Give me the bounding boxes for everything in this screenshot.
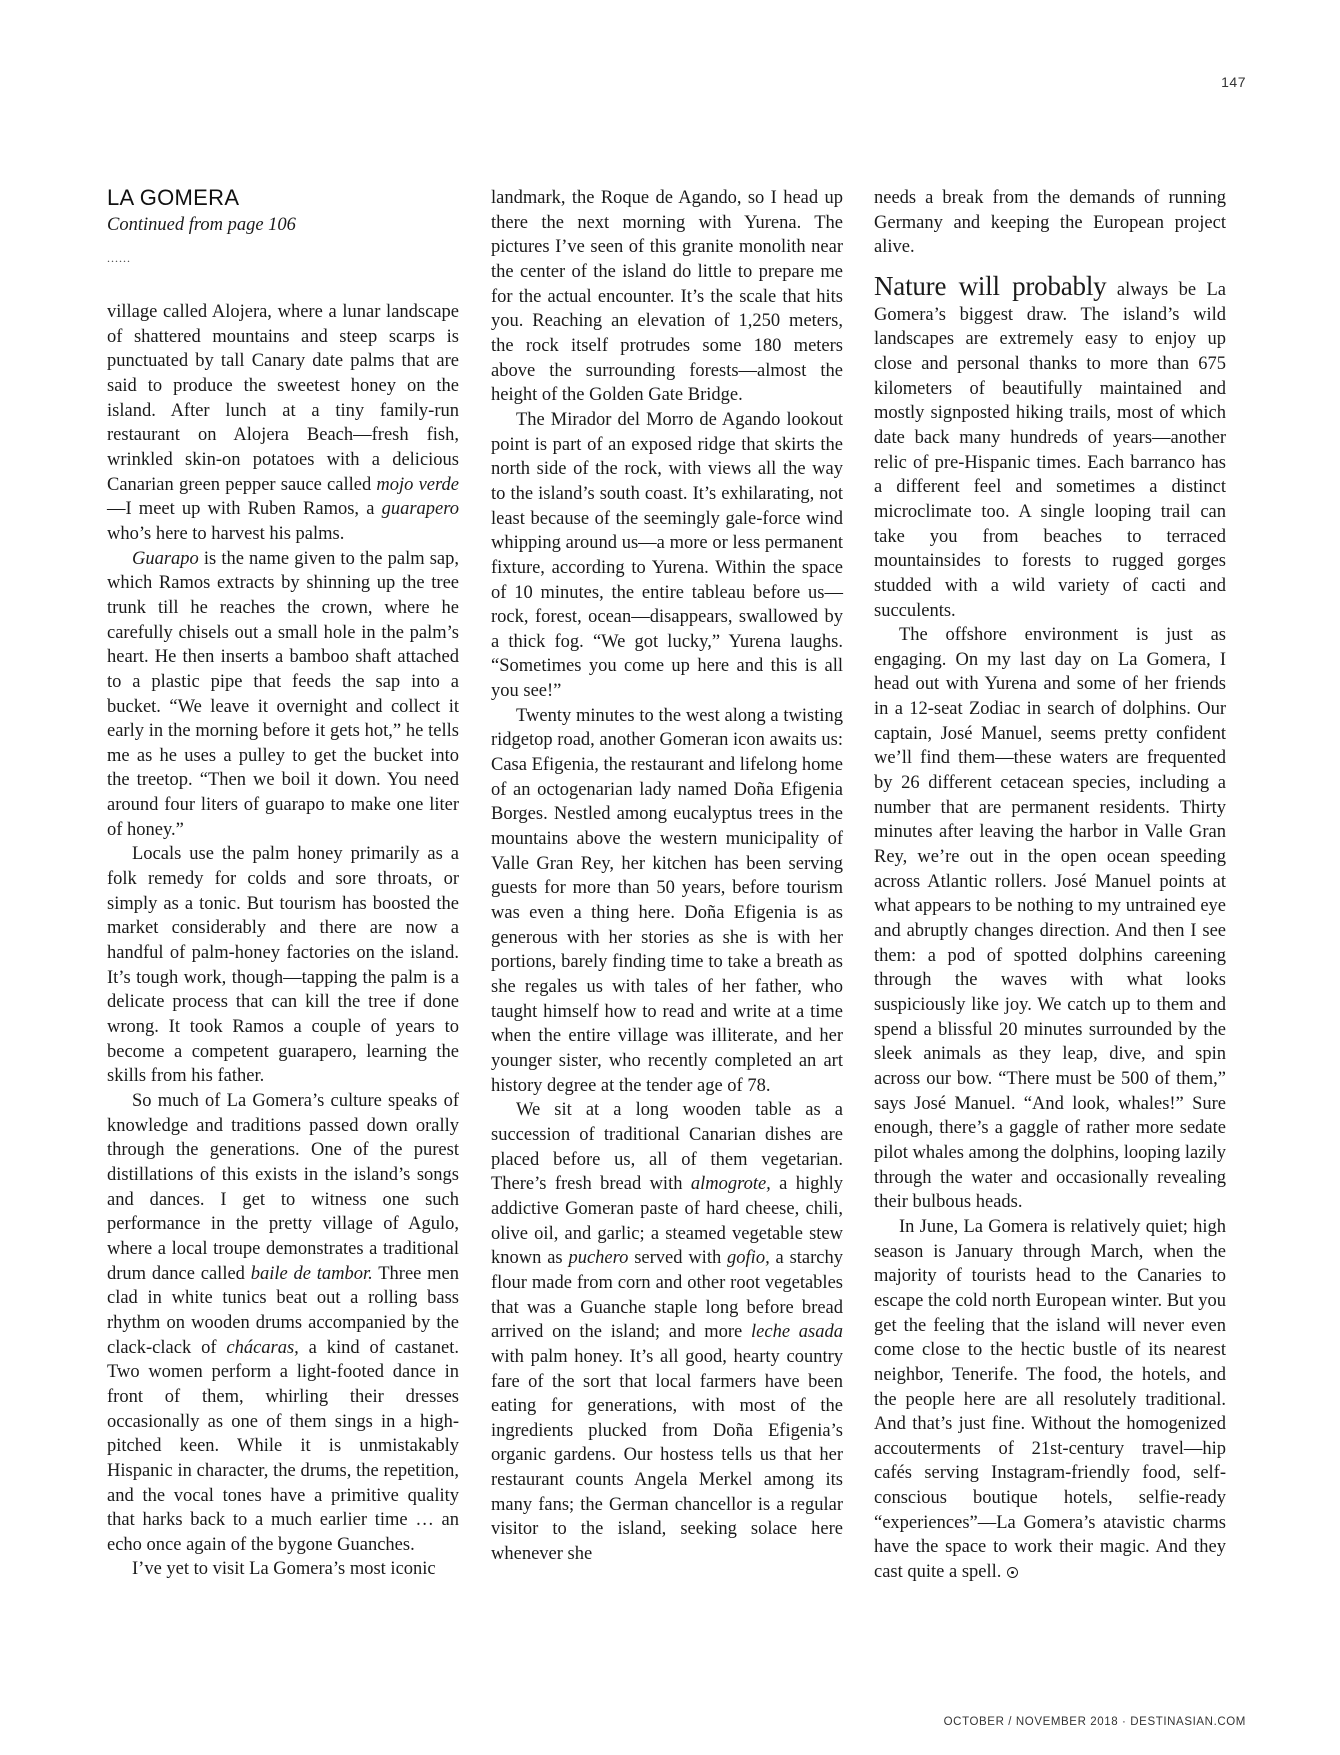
continued-from-note: Continued from page 106 <box>107 215 296 235</box>
paragraph: So much of La Gomera’s culture speaks of knowledge and traditions passed down orally through the generations. One of the purest distillations of this exists in the island’s songs and dances. I get to witness one such performance in the pretty village of Agulo, where a local troupe demonstrates a traditional drum dance called baile de tambor. Three men clad in white tunics beat out a rolling bass rhythm on wooden drums accompanied by the clack-clack of chácaras, a kind of castanet. Two women perform a light-footed dance in front of them, whirling their dresses occasionally as one of them sings in a high-pitched keen. While it is unmistakably Hispanic in character, the drums, the repetition, and the vocal tones have a primitive quality that harks back to a much earlier time … an echo once again of the bygone Guanches. <box>107 1091 460 1555</box>
page-number: 147 <box>1221 74 1246 90</box>
article-column-2 <box>491 186 843 1567</box>
paragraph: needs a break from the demands of running Germany and keeping the European project alive. <box>874 188 1226 258</box>
paragraph: Twenty minutes to the west along a twisting ridgetop road, another Gomeran icon awaits us: Casa Efigenia, the restaurant and lifelong home of an octogenarian lady named Doña Efigenia Borges. Nestled among eucalyptus trees in the mountains above the western municipality of Valle Gran Rey, her kitchen has been serving guests for more than 50 years, before tourism was even a thing here. Doña Efigenia is as generous with her stories as she is with her portions, barely finding time to take a breath as she regales us with tales of her father, who taught himself how to read and write at a time when the entire village was illiterate, and her younger sister, who recently completed an art history degree at the tender age of 78. <box>491 705 843 1096</box>
paragraph: The Mirador del Morro de Agando lookout point is part of an exposed ridge that skirts the north side of the rock, with views all the way to the island’s south coast. It’s exhilarating, not least because of the seemingly gale-force wind whipping around us—a more or less permanent fixture, according to Yurena. Within the space of 10 minutes, the entire tableau before us—rock, forest, ocean—disappears, swallowed by a thick fog. “We got lucky,” Yurena laughs. “Sometimes you come up here and this is all you see!” <box>491 409 843 702</box>
lead-paragraph-text: always be La Gomera’s biggest draw. The island’s wild landscapes are extremely easy to enjoy up close and personal thanks to more than 675 kilometers of beautifully maintained and mostly signposted hiking trails, most of which date back many hundreds of years—another relic of pre-Hispanic times. Each barranco has a different feel and sometimes a distinct microclimate too. A single looping trail can take you from beaches to terraced mountainsides to forests to rugged gorges studded with a wild variety of cacti and succulents. <box>874 279 1226 621</box>
paragraph: I’ve yet to visit La Gomera’s most iconic <box>132 1559 436 1580</box>
paragraph: The offshore environment is just as engaging. On my last day on La Gomera, I head out with Yurena and some of her friends in a 12-seat Zodiac in search of dolphins. Our captain, José Manuel, seems pretty confident we’ll find them—these waters are frequented by 26 different cetacean species, including a number that are permanent residents. Thirty minutes after leaving the harbor in Valle Gran Rey, we’re out in the open ocean speeding across Atlantic rollers. José Manuel points at what appears to be nothing to my untrained eye and abruptly changes direction. And then I see them: a pod of spotted dolphins careening through the waves with what looks suspiciously like joy. We catch up to them and spend a blissful 20 minutes surrounded by the sleek animals as they leap, dive, and spin across our bow. “There must be 500 of them,” says José Manuel. “And look, whales!” Sure enough, there’s a gaggle of rather more sedate pilot whales among the dolphins, looping lazily through the water and occasionally revealing their bulbous heads. <box>874 625 1226 1213</box>
article-column-1 <box>107 186 459 1582</box>
article-column-3 <box>874 186 1226 1585</box>
footer-credit: OCTOBER / NOVEMBER 2018 · DESTINASIAN.COM <box>943 1716 1246 1728</box>
lead-words: Nature will probably <box>874 270 1107 301</box>
paragraph-text: In June, La Gomera is relatively quiet; high season is January through March, when the majority of tourists head to the Canaries to escape the cold north European winter. But you get the feeling that the island will never even come close to the hectic bustle of its nearest neighbor, Tenerife. The food, the hotels, and the people here are all resolutely traditional. And that’s just fine. Without the homogenized accouterments of 21st-century travel—hip cafés serving Instagram-friendly food, self-conscious boutique hotels, selfie-ready “experiences”—La Gomera’s atavistic charms have the space to work their magic. And they cast quite a spell. <box>874 1216 1226 1583</box>
paragraph: village called Alojera, where a lunar landscape of shattered mountains and steep scarps is punctuated by tall Canary date palms that are said to produce the sweetest honey on the island. After lunch at a tiny family-run restaurant on Alojera Beach—fresh fish, wrinkled skin-on potatoes with a delicious Canarian green pepper sauce called mojo verde—I meet up with Ruben Ramos, a guarapero who’s here to harvest his palms. <box>107 302 459 544</box>
end-mark-icon <box>1007 1567 1018 1578</box>
paragraph <box>874 1215 1226 1585</box>
paragraph: Guarapo is the name given to the palm sap, which Ramos extracts by shinning up the tree trunk till he reaches the crown, where he carefully chisels out a small hole in the palm’s heart. He then inserts a bamboo shaft attached to a plastic pipe that feeds the sap into a bucket. “We leave it overnight and collect it early in the morning before it gets hot,” he tells me as he uses a pulley to get the bucket into the treetop. “Then we boil it down. You need around four liters of guarapo to make one liter of honey.” <box>107 548 459 840</box>
separator-dots: ...... <box>107 251 131 265</box>
lead-paragraph <box>874 270 1226 623</box>
paragraph: landmark, the Roque de Agando, so I head up there the next morning with Yurena. The pictures I’ve seen of this granite monolith near the center of the island do little to prepare me for the actual encounter. It’s the scale that hits you. Reaching an elevation of 1,250 meters, the rock itself protrudes some 180 meters above the surrounding forests—almost the height of the Golden Gate Bridge. <box>491 188 843 406</box>
section-title: LA GOMERA <box>107 185 240 210</box>
paragraph: Locals use the palm honey primarily as a folk remedy for colds and sore throats, or simply as a tonic. But tourism has boosted the market considerably and there are now a handful of palm-honey factories on the island. It’s tough work, though—tapping the palm is a delicate process that can kill the tree if done wrong. It took Ramos a couple of years to become a competent guarapero, learning the skills from his father. <box>107 844 459 1087</box>
paragraph: We sit at a long wooden table as a succession of traditional Canarian dishes are placed before us, all of them vegetarian. There’s fresh bread with almogrote, a highly addictive Gomeran paste of hard cheese, chili, olive oil, and garlic; a steamed vegetable stew known as puchero served with gofio, a starchy flour made from corn and other root vegetables that was a Guanche staple long before bread arrived on the island; and more leche asada with palm honey. It’s all good, hearty country fare of the sort that local farmers have been eating for generations, with most of the ingredients plucked from Doña Efigenia’s organic gardens. Our hostess tells us that her restaurant counts Angela Merkel among its many fans; the German chancellor is a regular visitor to the island, seeking solace here whenever she <box>491 1100 843 1565</box>
